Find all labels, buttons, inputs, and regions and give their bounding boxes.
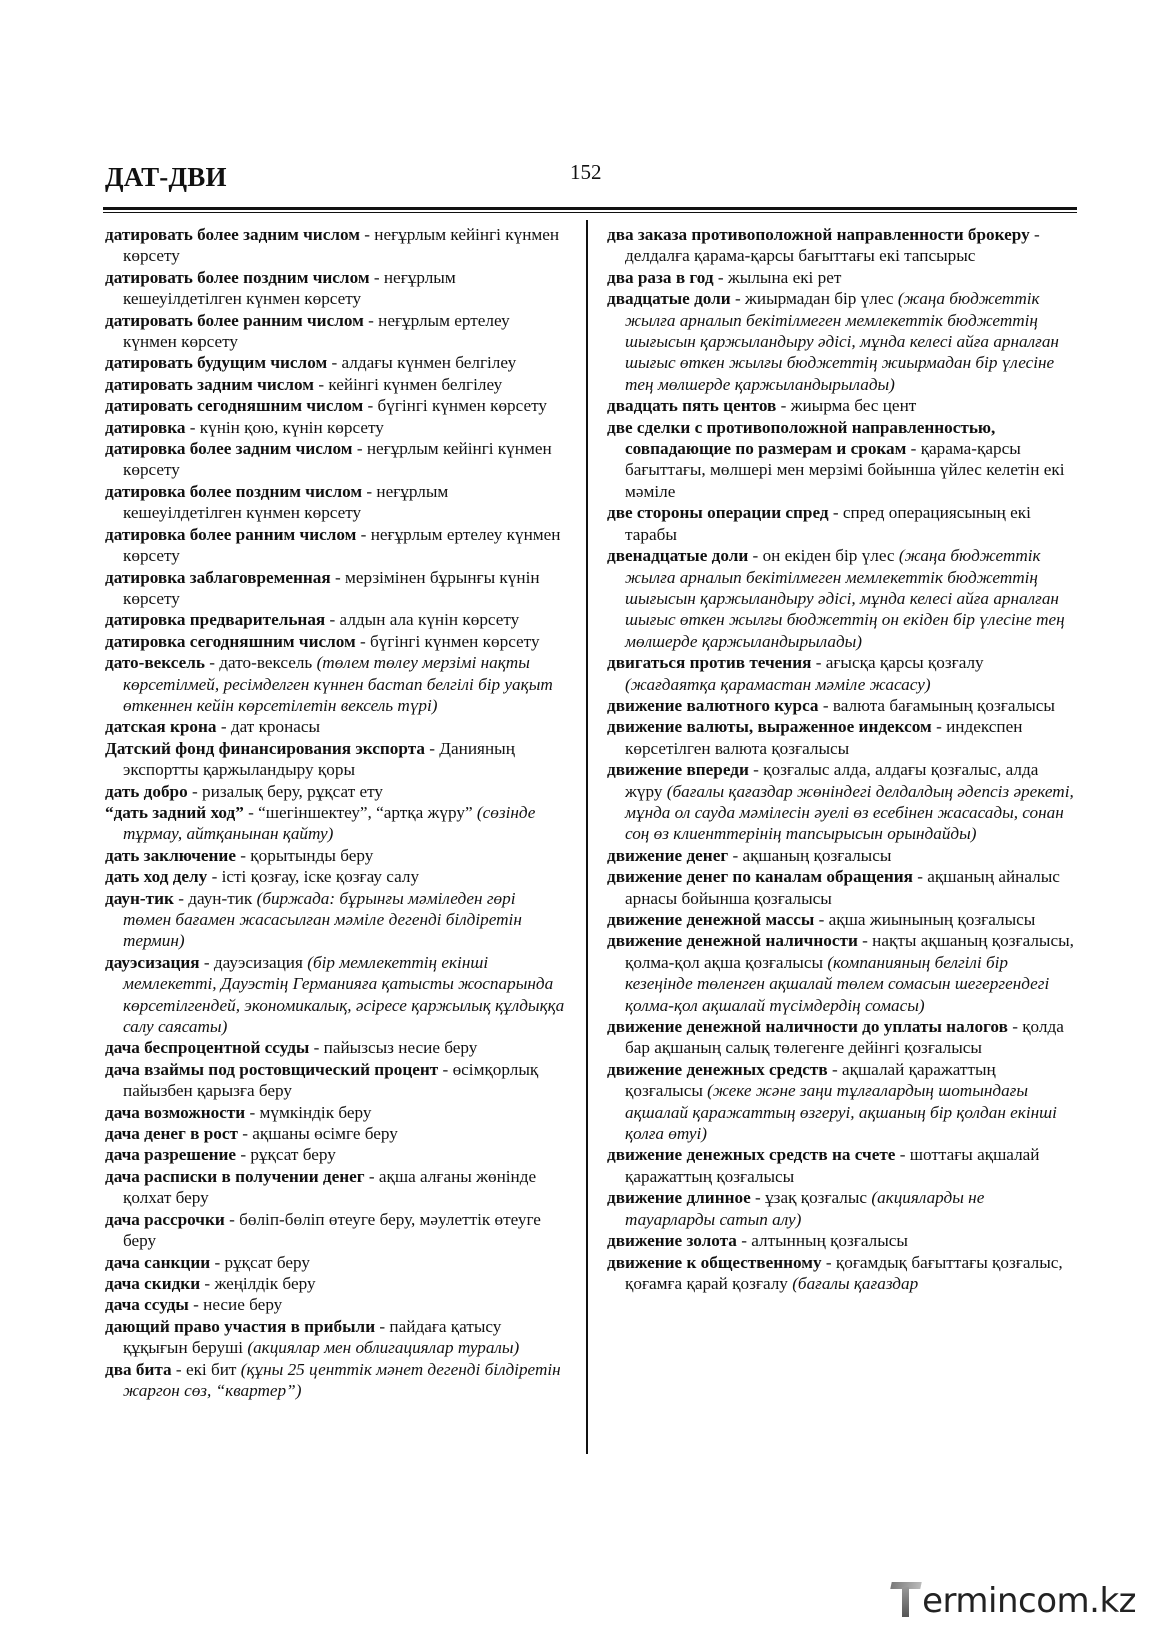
dictionary-entry (607, 845, 1077, 866)
entry-definition: - Данияның экспортты қаржыландыру қоры (123, 738, 515, 780)
entry-definition: - ақшалай қаражаттың қозғалысы (625, 1059, 996, 1101)
entry-term: движение впереди (607, 760, 749, 780)
dictionary-entry (105, 1273, 567, 1294)
dictionary-entry (105, 781, 567, 802)
dictionary-entry (607, 545, 1077, 652)
entry-definition: - неғұрлым кейінгі күнмен көрсету (123, 225, 560, 266)
dictionary-entry (105, 716, 567, 737)
header-rule-thin (103, 212, 1077, 213)
entry-definition: - дато-вексель (204, 653, 317, 673)
entry-definition: - ағысқа қарсы қозғалу (811, 653, 984, 673)
dictionary-entry (607, 288, 1077, 395)
entry-definition: - мерзімінен бұрынғы күнін көрсету (123, 567, 540, 608)
entry-definition: - алдағы күнмен белгілеу (327, 353, 517, 373)
entry-term: дать заключение (105, 845, 236, 865)
dictionary-entry (105, 1144, 567, 1165)
entry-term: дача скидки (105, 1273, 201, 1293)
dictionary-entry (105, 352, 567, 373)
entry-definition: - нақты ақшаның қозғалысы, қолма-қол ақша қозғалысы (625, 931, 1074, 972)
entry-term: дауэсизация (105, 952, 200, 972)
entry-term: датировка (105, 417, 186, 437)
entry-term: датировать более задним числом (105, 225, 360, 244)
dictionary-entry (105, 609, 567, 630)
entry-definition: - неғұрлым кешеуілдетілген күнмен көрсету (123, 481, 449, 523)
dictionary-entry (105, 1059, 567, 1102)
entry-term: датировка заблаговременная (105, 567, 331, 587)
entry-note: (акцияларды не тауарларды сатып алу) (625, 1188, 985, 1229)
entry-definition: - “шегіншектеу”, “артқа жүру” (243, 802, 477, 822)
entry-definition: - пайдаға қатысу құқығын беруші (123, 1316, 502, 1358)
entry-definition: - пайызсыз несие беру (309, 1038, 478, 1058)
entry-definition: - мүмкіндік беру (245, 1102, 372, 1122)
dictionary-entry (105, 888, 567, 952)
entry-note: (жағдаятқа қарамастан мәміле жасасу) (625, 674, 931, 694)
entry-definition: - рұқсат беру (236, 1145, 336, 1165)
entry-term: движение денежной массы (607, 910, 815, 929)
entry-note: (бағалы қағаздар (792, 1273, 919, 1293)
dictionary-entry (105, 1316, 567, 1359)
entry-definition: - индекспен көрсетілген валюта қозғалысы (625, 717, 1023, 758)
dictionary-entry (607, 224, 1077, 267)
entry-term: двигаться против течения (607, 653, 812, 673)
entry-term: дать добро (105, 781, 188, 801)
entry-term: даун-тик (105, 888, 174, 908)
dictionary-entry (105, 952, 567, 1038)
entry-term: движение золота (607, 1231, 737, 1251)
dictionary-entry (607, 652, 1077, 695)
page-header (105, 158, 1075, 198)
site-watermark (891, 1580, 1136, 1621)
entry-term: дать ход делу (105, 867, 208, 887)
entry-definition: - қолда бар ақшаның салық төлегенге дейінгі қозғалысы (625, 1017, 1064, 1058)
entry-term: два раза в год (607, 267, 714, 287)
dictionary-entry (105, 1102, 567, 1123)
page-number: 152 (570, 160, 602, 184)
entry-term: дача рассрочки (105, 1209, 225, 1229)
entry-definition: - дат кронасы (216, 717, 321, 737)
dictionary-entry (105, 374, 567, 395)
entry-term: два заказа противоположной направленности брокеру (607, 225, 1030, 244)
dictionary-entry (607, 1059, 1077, 1145)
entry-term: дача санкции (105, 1252, 211, 1272)
dictionary-entry (607, 759, 1077, 845)
entry-term: датировка предварительная (105, 610, 326, 630)
dictionary-entry (607, 1016, 1077, 1059)
entry-definition: - неғұрлым кейінгі күнмен көрсету (123, 439, 552, 480)
dictionary-entry (607, 1230, 1077, 1251)
entry-term: “дать задний ход” (105, 802, 244, 822)
entry-note: (акциялар мен облигациялар туралы) (247, 1338, 520, 1358)
entry-definition: - валюта бағамының қозғалысы (818, 695, 1055, 715)
entry-definition: - кейінгі күнмен белгілеу (314, 374, 503, 394)
entry-definition: - жеңілдік беру (200, 1273, 316, 1293)
entry-term: датировать будущим числом (105, 353, 328, 373)
entry-term: датировать более поздним числом (105, 267, 370, 287)
entry-note: (сөзінде тұрмау, айтқанынан қайту) (123, 802, 536, 844)
entry-definition: - неғұрлым ертелеу күнмен көрсету (123, 310, 510, 352)
entry-term: датировать задним числом (105, 374, 315, 394)
dictionary-entry (105, 866, 567, 887)
entry-definition: - қорытынды беру (235, 845, 374, 865)
running-head-title: ДАТ-ДВИ (105, 162, 227, 192)
entry-definition: - ақша алғаны жөнінде қолхат беру (123, 1166, 537, 1208)
entry-term: движение денежных средств (607, 1059, 828, 1079)
dictionary-entry (607, 1252, 1077, 1295)
entry-definition: - бөліп-бөліп өтеуге беру, мәулеттік өтеуге беру (123, 1209, 541, 1251)
entry-definition: - жиырма бес цент (776, 396, 917, 416)
dictionary-entry (105, 1166, 567, 1209)
entry-note: (бағалы қағаздар жөніндегі делдалдың әдепсіз әрекеті, мұнда ол сауда мәмілесін әуелі өз есебінен жасасады, сонан соң өз клиенттерінің тапсырысын орындайды) (625, 781, 1074, 844)
dictionary-entry (105, 1123, 567, 1144)
dictionary-entry (105, 631, 567, 652)
dictionary-entry (105, 524, 567, 567)
entry-definition: - рұқсат беру (210, 1252, 310, 1272)
entry-definition: - бүгінгі күнмен көрсету (355, 631, 540, 651)
column-divider (586, 220, 588, 1454)
entry-term: двадцатые доли (607, 289, 731, 309)
entry-term: движение денег (607, 845, 729, 865)
entry-definition: - қозғалыс алда, алдағы қозғалыс, алда жүру (625, 760, 1039, 801)
entry-term: движение к общественному (607, 1252, 822, 1272)
dictionary-entry (607, 716, 1077, 759)
entry-note: (жаңа бюджеттік жылға арналып бекітілмеген мемлекеттік бюджеттің шығысын қаржыландыру әдісі, мұнда келесі айға арналған шығыс өткен жылғы бюджеттің жиырмадан бір үлесіне тең мөлшерде қаржыландырылады) (625, 289, 1059, 394)
termincom-logo-icon (891, 1580, 921, 1618)
entry-term: датировать сегодняшним числом (105, 396, 364, 416)
entry-term: движение денежной наличности до уплаты налогов (607, 1017, 1008, 1037)
right-column (607, 224, 1077, 1294)
entry-term: двадцать пять центов (607, 396, 777, 416)
dictionary-entry (607, 930, 1077, 1016)
entry-definition: - ақшаны өсімге беру (237, 1124, 398, 1144)
entry-term: дача взаймы под ростовщический процент (105, 1059, 439, 1079)
dictionary-entry (607, 695, 1077, 716)
entry-definition: - ақша жиынының қозғалысы (814, 910, 1036, 929)
entry-definition: - шоттағы ақшалай қаражаттың қозғалысы (625, 1145, 1040, 1186)
dictionary-entry (105, 845, 567, 866)
entry-definition: - жиырмадан бір үлес (730, 289, 898, 309)
entry-term: датская крона (105, 717, 217, 737)
dictionary-entry (105, 310, 567, 353)
entry-definition: - дауэсизация (199, 952, 308, 972)
entry-definition: - ақшаның айналыс арнасы бойынша қозғалысы (625, 867, 1060, 908)
header-rule-thick (103, 207, 1077, 210)
dictionary-entry (607, 909, 1077, 930)
dictionary-entry (105, 1294, 567, 1315)
entry-note: (жеке және заңи тұлғалардың шотындағы ақшалай қаражаттың өзгеруі, ақшаның бір қолдан екінші қолға өтуі) (625, 1081, 1057, 1144)
dictionary-entry (607, 866, 1077, 909)
entry-term: датировка более поздним числом (105, 481, 363, 501)
entry-term: Датский фонд финансирования экспорта (105, 738, 425, 758)
entry-term: движение денежной наличности (607, 931, 858, 951)
dictionary-entry (607, 502, 1077, 545)
entry-definition: - ақшаның қозғалысы (728, 845, 892, 865)
dictionary-entry (105, 1037, 567, 1058)
entry-definition: - жылына екі рет (713, 267, 842, 287)
dictionary-entry (105, 802, 567, 845)
entry-note: (биржада: бұрынғы мәміледен гөрі төмен бағамен жасасылған мәміле дегенді білдіретін термин) (123, 888, 522, 951)
entry-term: дающий право участия в прибыли (105, 1316, 376, 1336)
entry-note: (компанияның белгілі бір кезеңінде төленген ақшалай төлем сомасын шегергендегі қолма-қол ақшалай түсімдердің сомасы) (625, 952, 1050, 1015)
entry-term: движение валюты, выраженное индексом (607, 717, 932, 737)
entry-note: (құны 25 центтік мәнет дегенді білдіретін жаргон сөз, “квартер”) (123, 1359, 561, 1400)
entry-term: движение длинное (607, 1188, 751, 1208)
entry-term: дача расписки в получении денег (105, 1166, 365, 1186)
entry-definition: - спред операциясының екі тарабы (625, 503, 1031, 544)
entry-term: датировка более задним числом (105, 439, 353, 459)
entry-term: дато-вексель (105, 653, 205, 673)
entry-term: дача денег в рост (105, 1124, 238, 1144)
entry-term: две сделки с противоположной направленностью, совпадающие по размерам и срокам (607, 417, 996, 459)
entry-definition: - несие беру (188, 1295, 283, 1315)
entry-term: дача возможности (105, 1102, 246, 1122)
dictionary-entry (105, 1252, 567, 1273)
dictionary-entry (105, 1359, 567, 1402)
entry-definition: - неғұрлым кешеуілдетілген күнмен көрсету (123, 267, 456, 309)
entry-term: движение денежных средств на счете (607, 1145, 896, 1165)
entry-term: датировка сегодняшним числом (105, 631, 356, 651)
watermark-text: ermincom.kz (922, 1581, 1136, 1621)
dictionary-entry (105, 652, 567, 716)
entry-term: дача ссуды (105, 1295, 189, 1315)
entry-definition: - істі қозғау, іске қозғау салу (207, 867, 420, 887)
dictionary-entry (105, 1209, 567, 1252)
entry-definition: - неғұрлым ертелеу күнмен көрсету (123, 524, 561, 566)
dictionary-entry (105, 417, 567, 438)
entry-definition: - ұзақ қозғалыс (750, 1188, 872, 1208)
dictionary-entry (105, 481, 567, 524)
dictionary-entry (607, 417, 1077, 503)
entry-term: движение валютного курса (607, 695, 819, 715)
entry-definition: - күнін қою, күнін көрсету (185, 417, 384, 437)
entry-definition: - ризалық беру, рұқсат ету (187, 781, 384, 801)
entry-definition: - даун-тик (173, 888, 257, 908)
dictionary-entry (607, 395, 1077, 416)
dictionary-entry (607, 267, 1077, 288)
entry-definition: - қоғамдық бағыттағы қозғалыс, қоғамға қарай қозғалу (625, 1252, 1063, 1293)
dictionary-entry (105, 395, 567, 416)
entry-term: движение денег по каналам обращения (607, 867, 913, 887)
entry-definition: - делдалға қарама-қарсы бағыттағы екі тапсырыс (625, 225, 1040, 266)
dictionary-entry (105, 438, 567, 481)
entry-term: датировать более ранним числом (105, 310, 364, 330)
entry-term: дача беспроцентной ссуды (105, 1038, 310, 1058)
entry-definition: - бүгінгі күнмен көрсету (363, 396, 547, 416)
entry-definition: - екі бит (171, 1359, 241, 1379)
dictionary-entry (105, 738, 567, 781)
entry-term: дача разрешение (105, 1145, 237, 1165)
entry-term: два бита (105, 1359, 172, 1379)
entry-term: две стороны операции спред (607, 503, 829, 523)
entry-definition: - он екіден бір үлес (748, 546, 899, 566)
entry-note: (бір мемлекеттің екінші мемлекетті, Дауэстің Германияға қатысты жоспарында көрсетілгендей, экономикалық, әсіресе қаржылық құлдыққа салу саясаты) (123, 952, 565, 1037)
dictionary-entry (607, 1187, 1077, 1230)
entry-note: (жаңа бюджеттік жылға арналып бекітілмеген мемлекеттік бюджеттің шығысын қаржыландыру әдісі, мұнда келесі айға арналған шығыс өткен жылғы бюджеттің он екіден бір үлесіне тең мөлшерде қаржыландырылады) (625, 546, 1065, 651)
entry-term: двенадцатые доли (607, 546, 749, 566)
entry-term: датировка более ранним числом (105, 524, 357, 544)
left-column (105, 224, 567, 1401)
dictionary-entry (105, 224, 567, 267)
dictionary-entry (105, 267, 567, 310)
dictionary-entry (105, 567, 567, 610)
entry-definition: - өсімқорлық пайызбен қарызға беру (123, 1059, 539, 1101)
entry-definition: - алтынның қозғалысы (736, 1231, 908, 1251)
entry-note: (төлем төлеу мерзімі нақты көрсетілмей, ресімделген күннен бастап белгілі бір уақыт өткеннен кейін көрсетілетін вексель түрі) (123, 653, 553, 715)
entry-definition: - алдын ала күнін көрсету (325, 610, 520, 630)
dictionary-entry (607, 1144, 1077, 1187)
entry-definition: - қарама-қарсы бағыттағы, мөлшері мен мерзімі бойынша үйлес келетін екі мәміле (625, 439, 1065, 501)
